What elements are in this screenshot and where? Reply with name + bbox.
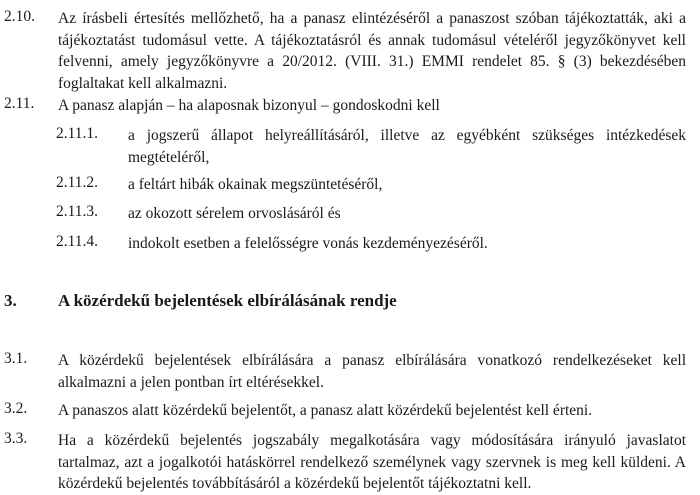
section-number: 3. xyxy=(4,291,17,310)
paragraph-number: 2.10. xyxy=(4,8,35,25)
paragraph-text: A panasz alapján – ha alaposnak bizonyul – gondoskodni kell xyxy=(58,97,440,114)
list-item-number: 2.11.4. xyxy=(56,233,99,250)
paragraph-number: 3.2. xyxy=(4,400,28,417)
list-item-number: 2.11.3. xyxy=(56,203,99,220)
list-item-text: a jogszerű állapot helyreállításáról, illetve az egyébként szükséges intézkedések megtételéről, xyxy=(128,127,686,166)
paragraph-text: Ha a közérdekű bejelentés jogszabály megalkotására vagy módosítására irányuló javaslatot tartalmaz, azt a jogalkotói hatáskörrel rendelkező személynek vagy szervnek is meg kell küldeni. A közérdekű bejelentés továbbításáról a közérdekű bejelentőt tájékoztatni kell. xyxy=(58,432,686,492)
paragraph-number: 3.3. xyxy=(4,430,28,447)
paragraph-text: A közérdekű bejelentések elbírálására a panasz elbírálására vonatkozó rendelkezéseket kell alkalmazni a jelen pontban írt eltérésekkel. xyxy=(58,352,686,391)
list-item-text: indokolt esetben a felelősségre vonás kezdeményezéséről. xyxy=(128,235,488,252)
list-item-number: 2.11.2. xyxy=(56,174,99,191)
paragraph-text: A panaszos alatt közérdekű bejelentőt, a panasz alatt közérdekű bejelentést kell érteni. xyxy=(58,402,593,419)
paragraph-number: 3.1. xyxy=(4,350,28,367)
list-item-number: 2.11.1. xyxy=(56,125,99,142)
list-item-text: az okozott sérelem orvoslásáról és xyxy=(128,205,341,222)
list-item-text: a feltárt hibák okainak megszüntetéséről, xyxy=(128,176,383,193)
paragraph-number: 2.11. xyxy=(4,95,35,112)
paragraph-text: Az írásbeli értesítés mellőzhető, ha a panasz elintézéséről a panaszost szóban tájékoztatták, aki a tájékoztatást tudomásul vette. A tájékoztatásról és annak tudomásul vételéről jegyzőkönyvet kell felvenni, amely jegyzőkönyvre a 20/2012. (VIII. 31.) EMMI rendelet 85. § (3) bekezdésében foglaltakat kell alkalmazni. xyxy=(58,10,686,92)
section-title: A közérdekű bejelentések elbírálásának rendje xyxy=(58,291,397,310)
